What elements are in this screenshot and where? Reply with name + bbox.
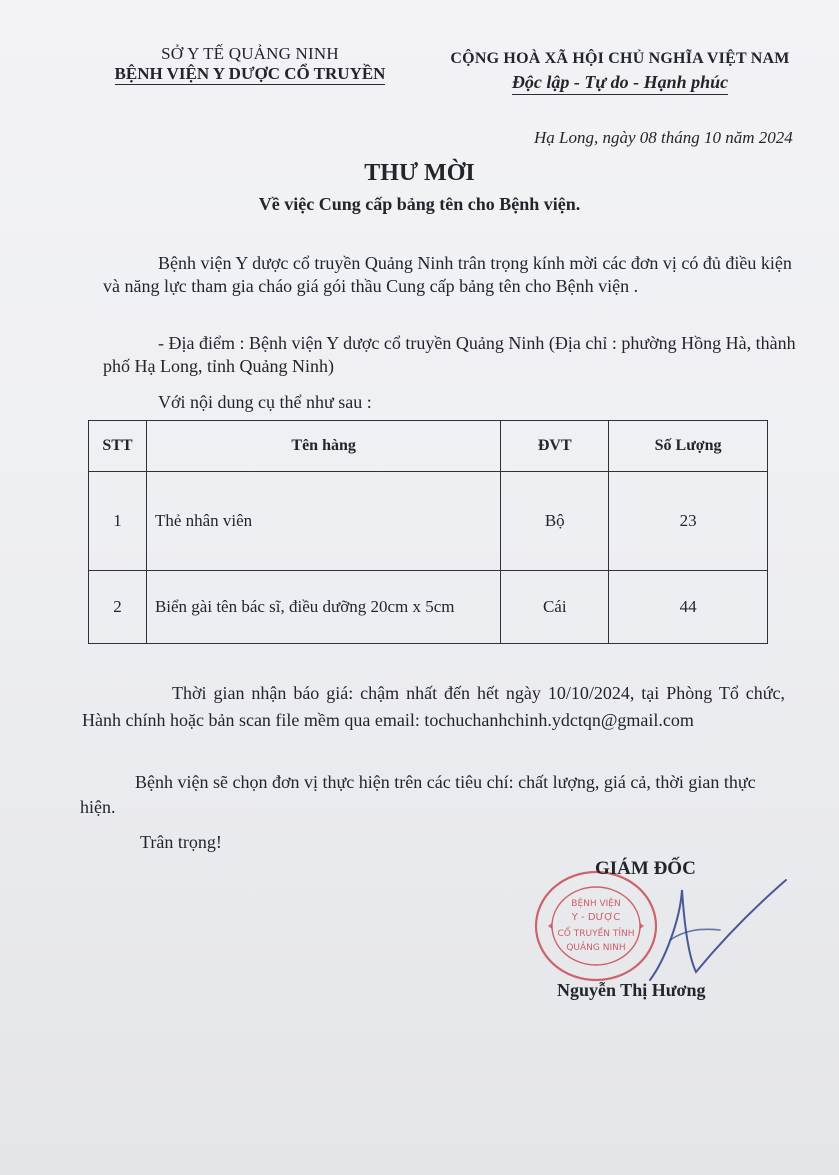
stamp-line-3: CỔ TRUYỀN TỈNH [557,929,635,939]
motto-text: Độc lập - Tự do - Hạnh phúc [512,72,728,95]
cell-item-name: Biển gài tên bác sĩ, điều dưỡng 20cm x 5cm [146,571,500,644]
body-paragraph-location: - Địa điểm : Bệnh viện Y dược cổ truyền Quảng Ninh (Địa chỉ : phường Hồng Hà, thành phố Hạ Long, tỉnh Quảng Ninh) [103,333,796,376]
stamp-line-1: BỆNH VIỆN [571,899,621,909]
items-table [88,420,768,644]
date-line: Hạ Long, ngày 08 tháng 10 năm 2024 [534,128,793,147]
header-item-name: Tên hàng [146,421,500,472]
org-parent: SỞ Y TẾ QUẢNG NINH [161,44,339,63]
body-paragraph-invitation: Bệnh viện Y dược cổ truyền Quảng Ninh trân trọng kính mời các đơn vị có đủ điều kiện và năng lực tham gia cháo giá gói thầu Cung cấp bảng tên cho Bệnh viện . [103,253,792,296]
header-unit: ĐVT [501,421,609,472]
header-national [420,50,820,93]
stamp-line-2: Y - DƯỢC [571,912,621,923]
org-name-text: BỆNH VIỆN Y DƯỢC CỔ TRUYỀN [114,64,386,83]
table-header-row [89,421,768,472]
document-subtitle: Về việc Cung cấp bảng tên cho Bệnh viện. [258,194,581,214]
director-title: GIÁM ĐỐC [595,858,696,879]
closing-remark: Trân trọng! [140,832,222,852]
signer-name: Nguyễn Thị Hương [557,980,706,1000]
body-paragraph-deadline: Thời gian nhận báo giá: chậm nhất đến hết ngày 10/10/2024, tại Phòng Tổ chức, Hành chính hoặc bản scan file mềm qua email: tochuchanhchinh.ydctqn@gmail.com [82,683,785,730]
cell-stt: 2 [89,571,147,644]
table-row [89,571,768,644]
header-organization [60,44,440,84]
body-paragraph-criteria: Bệnh viện sẽ chọn đơn vị thực hiện trên các tiêu chí: chất lượng, giá cả, thời gian thực hiện. [80,772,756,817]
cell-quantity: 44 [609,571,768,644]
cell-unit: Bộ [501,472,609,571]
table-row [89,472,768,571]
org-name [60,64,440,84]
cell-stt: 1 [89,472,147,571]
cell-quantity: 23 [609,472,768,571]
document-title: THƯ MỜI [364,160,475,186]
national-motto [420,72,820,93]
cell-unit: Cái [501,571,609,644]
table-intro: Với nội dung cụ thể như sau : [158,392,372,412]
header-quantity: Số Lượng [609,421,768,472]
header-stt: STT [89,421,147,472]
cell-item-name: Thẻ nhân viên [146,472,500,571]
stamp-line-4: QUẢNG NINH [566,943,626,953]
country-name: CỘNG HOÀ XÃ HỘI CHỦ NGHĨA VIỆT NAM [450,50,790,67]
